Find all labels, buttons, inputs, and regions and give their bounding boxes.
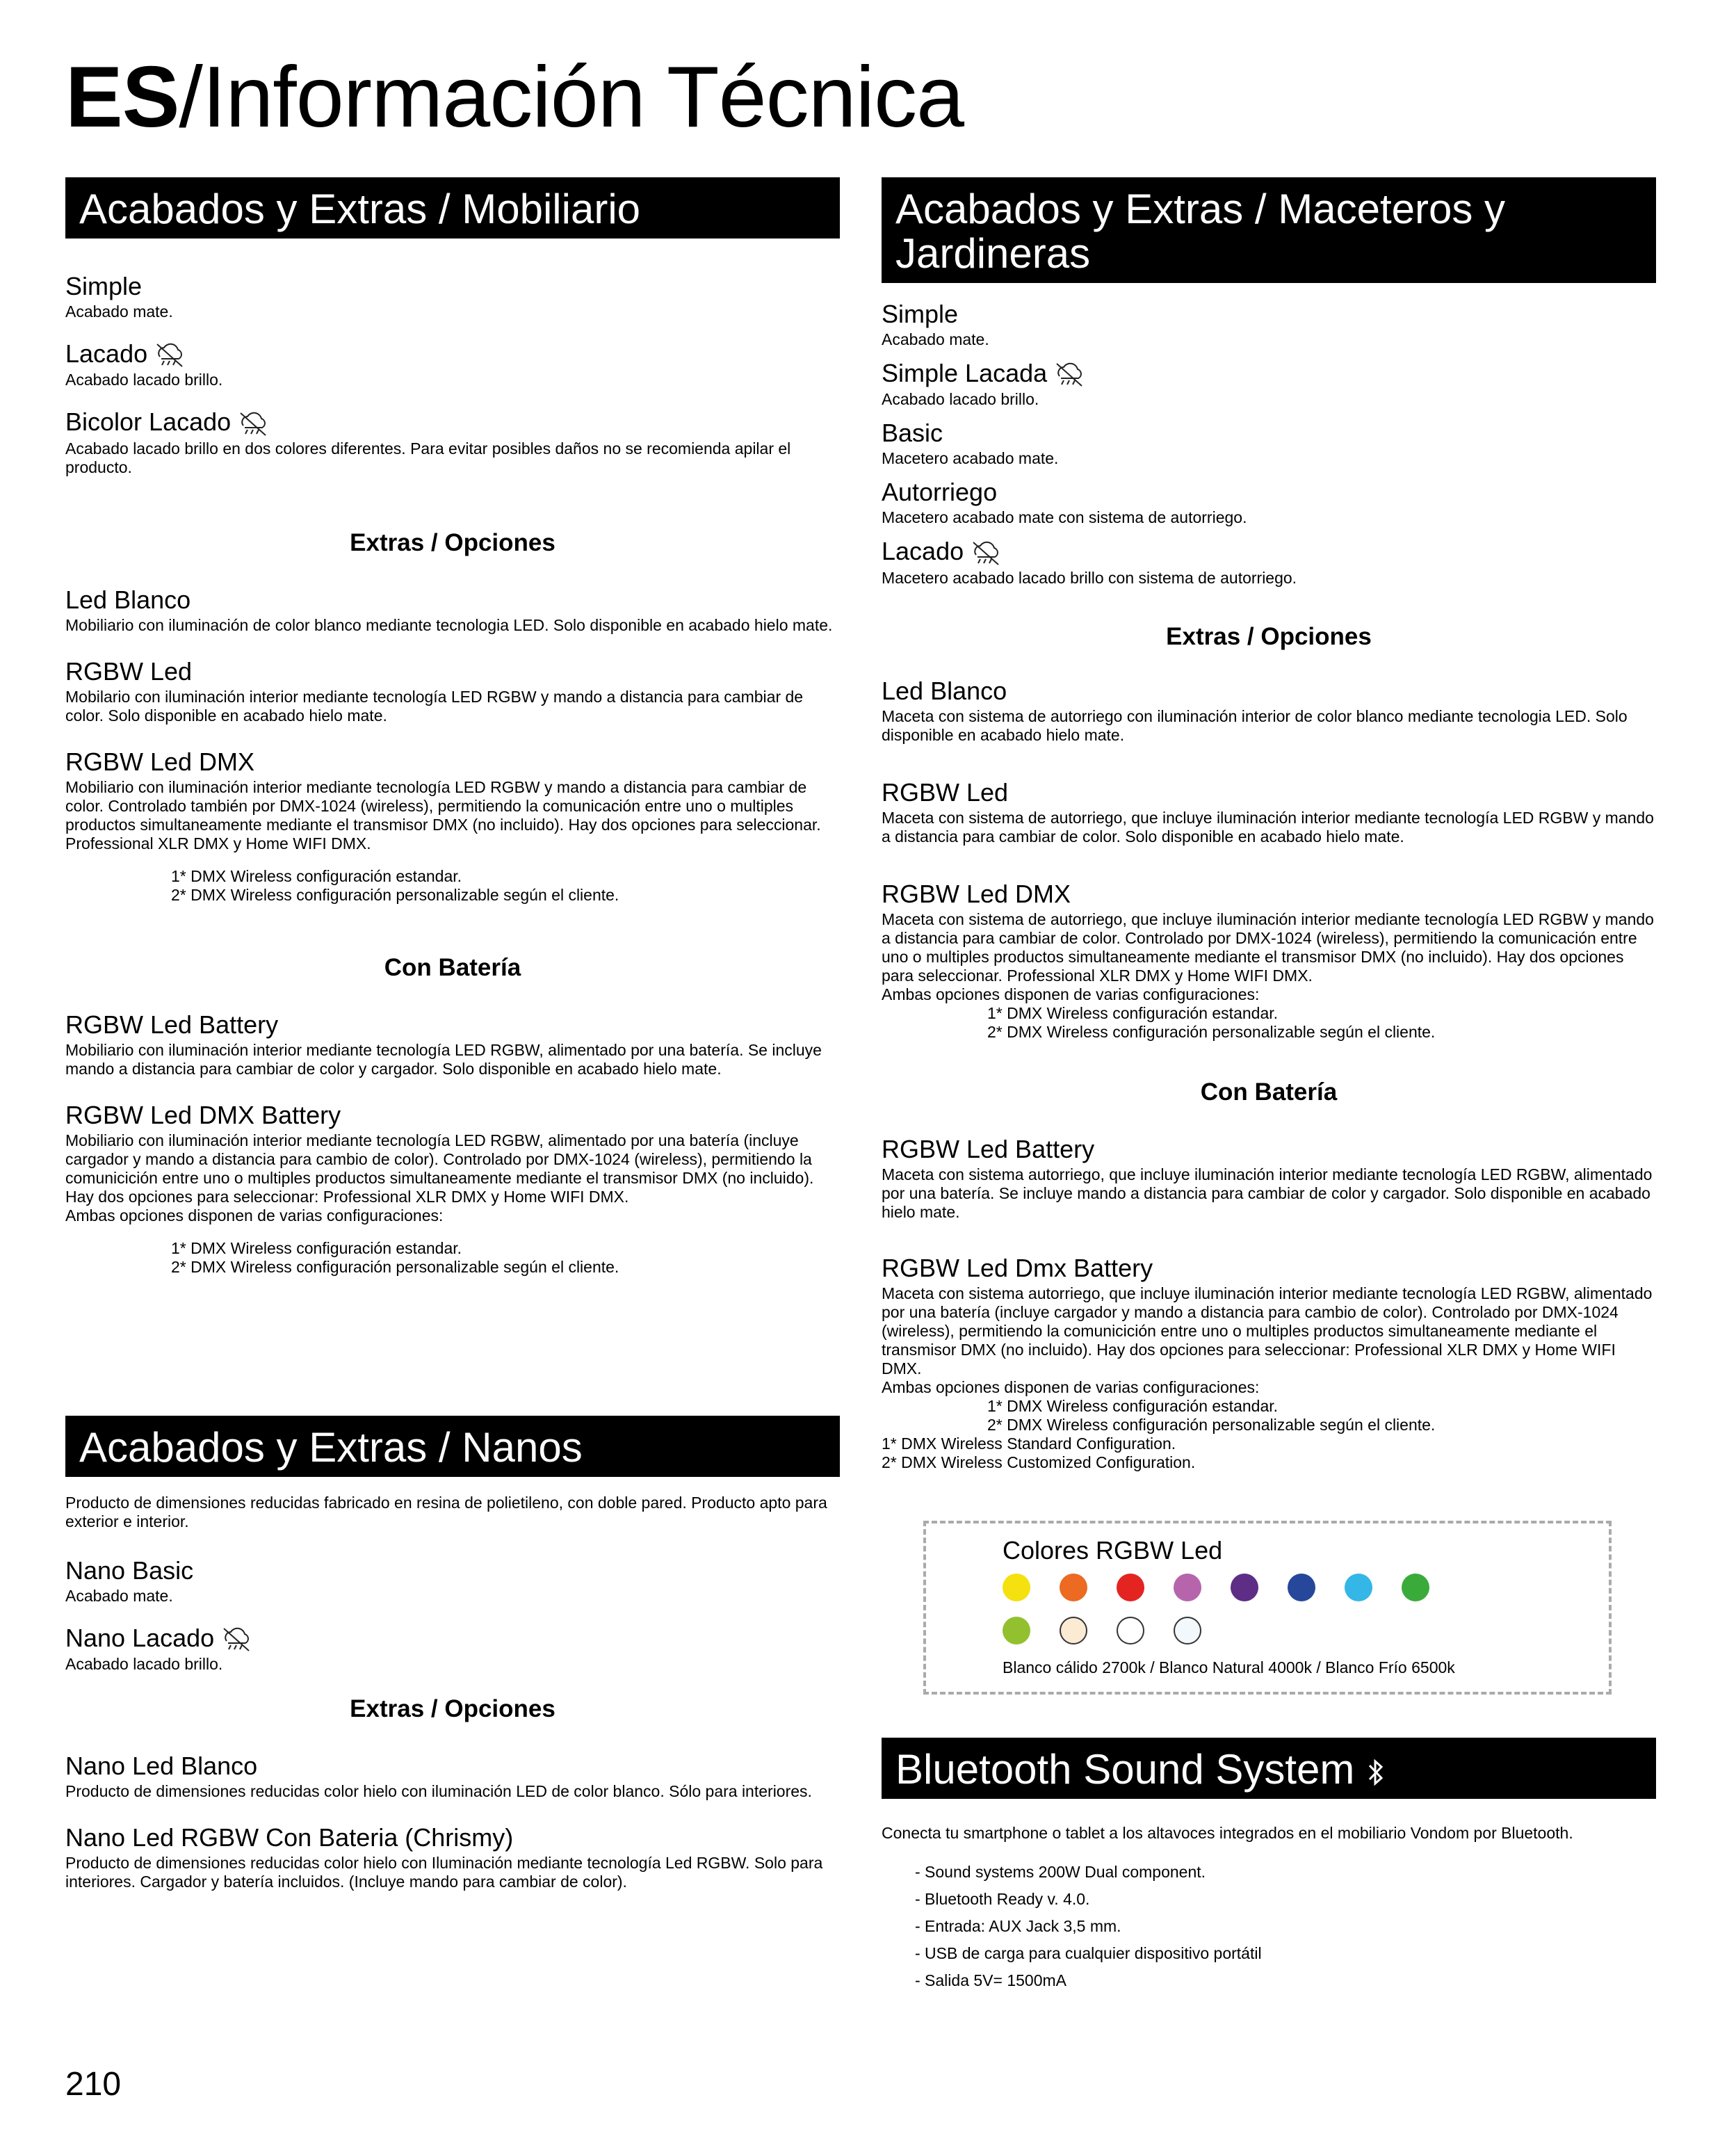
color-swatch: [1174, 1617, 1201, 1644]
finish-title: Bicolor Lacado: [65, 407, 840, 437]
color-swatch: [1345, 1574, 1372, 1601]
battery-heading: Con Batería: [384, 953, 521, 981]
extra-title: RGBW Led: [65, 656, 193, 686]
finish-title: Lacado: [882, 537, 1656, 567]
extras-heading: Extras / Opciones: [350, 528, 555, 556]
battery-item: [65, 1010, 840, 1078]
finish-title: Simple: [65, 272, 143, 300]
battery-desc: Maceta con sistema autorriego, que incluye iluminación interior mediante tecnología LED RGBW, alimentado por una batería. Se incluye mando a distancia para cambiar de color y cargador. Solo disponible en acabado hielo mate.: [882, 1165, 1653, 1221]
config-line: 1* DMX Wireless configuración estandar.: [171, 1238, 462, 1257]
finish-desc: Acabado lacado brillo.: [882, 390, 1039, 409]
config-line: 2* DMX Wireless configuración personalizable según el cliente.: [987, 1022, 1436, 1041]
finish-desc: Macetero acabado mate con sistema de autorriego.: [882, 508, 1247, 527]
battery-heading: Con Batería: [1200, 1078, 1338, 1106]
nano-finish-item: [65, 1624, 840, 1674]
extra-item: [65, 657, 840, 725]
config-line: 1* DMX Wireless configuración estandar.: [171, 866, 462, 885]
finish-desc: Acabado mate.: [882, 330, 989, 348]
color-swatch: [1117, 1574, 1144, 1601]
nano-finish-title: Nano Lacado: [65, 1624, 840, 1654]
bluetooth-icon: [1366, 1757, 1386, 1788]
colors-title: Colores RGBW Led: [1003, 1535, 1223, 1565]
mobiliario-heading: Acabados y Extras / Mobiliario: [65, 177, 840, 239]
battery-title: RGBW Led Dmx Battery: [882, 1253, 1153, 1282]
finish-item: [882, 419, 1656, 468]
nano-extra-item: [65, 1752, 840, 1801]
config-line: 2* DMX Wireless configuración personalizable según el cliente.: [987, 1415, 1436, 1434]
nano-finish-desc: Acabado lacado brillo.: [65, 1655, 223, 1674]
color-swatch: [1060, 1617, 1087, 1644]
bluetooth-feature: - Bluetooth Ready v. 4.0.: [915, 1889, 1090, 1908]
finish-item: [65, 339, 840, 389]
weather-resistant-icon: [153, 341, 186, 369]
color-swatch: [1003, 1617, 1030, 1644]
page-title-rest: /Información Técnica: [179, 49, 964, 145]
config-line: 2* DMX Wireless configuración personalizable según el cliente.: [171, 885, 619, 904]
nano-extra-item: [65, 1823, 840, 1891]
weather-resistant-icon: [236, 410, 270, 438]
colors-note: Blanco cálido 2700k / Blanco Natural 4000k / Blanco Frío 6500k: [1003, 1658, 1455, 1676]
battery-title: RGBW Led Battery: [65, 1010, 279, 1039]
bluetooth-feature: - USB de carga para cualquier dispositivo portátil: [915, 1943, 1262, 1962]
config-line: 2* DMX Wireless configuración personalizable según el cliente.: [171, 1257, 619, 1276]
rgbw-colors-box: [923, 1521, 1612, 1695]
finish-item: [882, 478, 1656, 527]
color-swatch: [1288, 1574, 1315, 1601]
configuration-notes-en: [882, 1434, 1656, 1472]
nanos-heading: Acabados y Extras / Nanos: [65, 1416, 840, 1477]
extra-item: [882, 677, 1656, 745]
bluetooth-feature: - Sound systems 200W Dual component.: [915, 1862, 1206, 1881]
finish-title: Simple Lacada: [882, 359, 1656, 389]
extra-item: [882, 880, 1656, 1004]
page-title-prefix: ES: [65, 49, 179, 145]
page-number: 210: [65, 2066, 122, 2103]
nano-finish-item: [65, 1556, 840, 1606]
extra-title: Led Blanco: [882, 676, 1007, 705]
bluetooth-features: [915, 1859, 1656, 1994]
finish-title: Simple: [882, 300, 959, 328]
battery-title: RGBW Led Battery: [882, 1134, 1095, 1163]
extra-title: RGBW Led DMX: [882, 879, 1071, 908]
config-line: 1* DMX Wireless configuración estandar.: [987, 1003, 1279, 1022]
finish-title: Basic: [882, 419, 943, 448]
dmx-configurations: [987, 1004, 1656, 1042]
color-swatch: [1060, 1574, 1087, 1601]
battery-extra: Ambas opciones disponen de varias configuraciones:: [882, 1377, 1260, 1396]
color-swatch: [1117, 1617, 1144, 1644]
extra-item: [65, 747, 840, 853]
finish-desc: Acabado lacado brillo en dos colores diferentes. Para evitar posibles daños no se recomienda apilar el producto.: [65, 439, 791, 476]
nano-extra-desc: Producto de dimensiones reducidas color hielo con Iluminación mediante tecnología Led RGBW. Solo para interiores. Cargador y batería incluidos. (Incluye mando para cambiar de color).: [65, 1854, 823, 1891]
nano-extra-title: Nano Led RGBW Con Bateria (Chrismy): [65, 1823, 514, 1852]
battery-configurations: [987, 1397, 1656, 1434]
extra-title: Led Blanco: [65, 585, 191, 614]
color-swatch: [1402, 1574, 1429, 1601]
battery-desc: Mobiliario con iluminación interior mediante tecnología LED RGBW, alimentado por una batería (incluye cargador y mando a distancia para cambio de color). Controlado por DMX-1024 (wireless), permitiendo la comunicición entre uno o multiples productos simultaneamente mediante el transmisor DMX (no incluido). Hay dos opciones para seleccionar: Professional XLR DMX y Home WIFI DMX.: [65, 1131, 814, 1206]
dmx-configurations: [171, 867, 840, 905]
nano-extra-title: Nano Led Blanco: [65, 1752, 258, 1781]
finish-item: [882, 359, 1656, 409]
color-swatch: [1231, 1574, 1258, 1601]
color-swatch: [1174, 1574, 1201, 1601]
finish-item: [882, 537, 1656, 587]
finish-desc: Macetero acabado mate.: [882, 449, 1059, 468]
weather-resistant-icon: [220, 1626, 253, 1654]
bluetooth-feature: - Salida 5V= 1500mA: [915, 1971, 1066, 1989]
nanos-intro: Producto de dimensiones reducidas fabricado en resina de polietileno, con doble pared. Producto apto para exterior e interior.: [65, 1493, 827, 1530]
battery-desc: Mobiliario con iluminación interior mediante tecnología LED RGBW, alimentado por una batería. Se incluye mando a distancia para cambiar de color y cargador. Solo disponible en acabado hielo mate.: [65, 1040, 822, 1078]
right-column: [882, 177, 1656, 1994]
finish-item: [65, 407, 840, 476]
battery-extra: Ambas opciones disponen de varias configuraciones:: [65, 1206, 444, 1224]
battery-configurations: [171, 1239, 840, 1277]
finish-title: Lacado: [65, 339, 840, 369]
weather-resistant-icon: [969, 540, 1003, 567]
battery-title: RGBW Led DMX Battery: [65, 1100, 341, 1129]
extra-item: [65, 585, 840, 635]
nano-finish-title: Nano Basic: [65, 1555, 194, 1585]
finish-desc: Macetero acabado lacado brillo con sistema de autorriego.: [882, 568, 1297, 587]
finish-item: [882, 300, 1656, 349]
nano-extra-desc: Producto de dimensiones reducidas color hielo con iluminación LED de color blanco. Sólo para interiores.: [65, 1782, 812, 1801]
extra-desc: Maceta con sistema de autorriego con iluminación interior de color blanco mediante tecnologia LED. Solo disponible en acabado hielo mate.: [882, 706, 1628, 744]
nano-finish-desc: Acabado mate.: [65, 1586, 173, 1605]
bluetooth-heading: Bluetooth Sound System: [882, 1738, 1656, 1799]
bluetooth-feature: - Entrada: AUX Jack 3,5 mm.: [915, 1916, 1121, 1935]
finish-desc: Acabado mate.: [65, 302, 173, 321]
color-swatches: [1003, 1574, 1503, 1660]
left-column: [65, 177, 840, 1891]
extra-desc: Mobilario con iluminación interior mediante tecnología LED RGBW y mando a distancia para cambiar de color. Solo disponible en acabado hielo mate.: [65, 687, 804, 725]
battery-item: [65, 1101, 840, 1225]
finish-title: Autorriego: [882, 478, 998, 507]
bluetooth-intro: Conecta tu smartphone o tablet a los altavoces integrados en el mobiliario Vondom por Bluetooth.: [882, 1823, 1573, 1842]
color-swatch: [1003, 1574, 1030, 1601]
battery-item: [882, 1254, 1656, 1397]
nano-extras-heading: Extras / Opciones: [350, 1695, 555, 1723]
note-line: 2* DMX Wireless Customized Configuration.: [882, 1453, 1196, 1471]
battery-desc: Maceta con sistema autorriego, que incluye iluminación interior mediante tecnología LED RGBW, alimentado por una batería (incluye cargador y mando a distancia para cambio de color). Controlado por DMX-1024 (wireless), permitiendo la comunicición entre uno o multiples productos simultaneamente mediante el transmisor DMX (no incluido). Hay dos opciones para seleccionar: Professional XLR DMX y Home WIFI DMX.: [882, 1284, 1653, 1377]
battery-item: [882, 1135, 1656, 1222]
extra-item: [882, 778, 1656, 846]
extra-desc: Maceta con sistema de autorriego, que incluye iluminación interior mediante tecnología LED RGBW y mando a distancia para cambiar de color. Controlado por DMX-1024 (wireless), permitiendo la comunicación entre uno o multiples productos simultaneamente mediante el transmisor DMX (no incluido). Hay dos opciones para seleccionar. Professional XLR DMX y Home WIFI DMX.: [882, 910, 1654, 985]
extra-desc: Mobiliario con iluminación de color blanco mediante tecnologia LED. Solo disponible en acabado hielo mate.: [65, 615, 833, 634]
extra-desc: Maceta con sistema de autorriego, que incluye iluminación interior mediante tecnología LED RGBW y mando a distancia para cambiar de color. Solo disponible en acabado hielo mate.: [882, 808, 1654, 846]
finish-desc: Acabado lacado brillo.: [65, 371, 223, 389]
weather-resistant-icon: [1053, 361, 1086, 389]
note-line: 1* DMX Wireless Standard Configuration.: [882, 1434, 1176, 1453]
extra-note: Ambas opciones disponen de varias configuraciones:: [882, 985, 1260, 1003]
maceteros-heading: Acabados y Extras / Maceteros y Jardineras: [882, 177, 1656, 283]
extras-heading: Extras / Opciones: [1166, 622, 1372, 650]
extra-title: RGBW Led: [882, 777, 1009, 807]
finish-item: [65, 272, 840, 321]
extra-title: RGBW Led DMX: [65, 747, 255, 776]
extra-desc: Mobiliario con iluminación interior mediante tecnología LED RGBW y mando a distancia para cambiar de color. Controlado también por DMX-1024 (wireless), permitiendo la comunicación entre uno o multiples productos simultaneamente mediante el transmisor DMX (no incluido). Hay dos opciones para seleccionar. Professional XLR DMX y Home WIFI DMX.: [65, 777, 821, 852]
config-line: 1* DMX Wireless configuración estandar.: [987, 1396, 1279, 1415]
page-title: [65, 49, 964, 146]
